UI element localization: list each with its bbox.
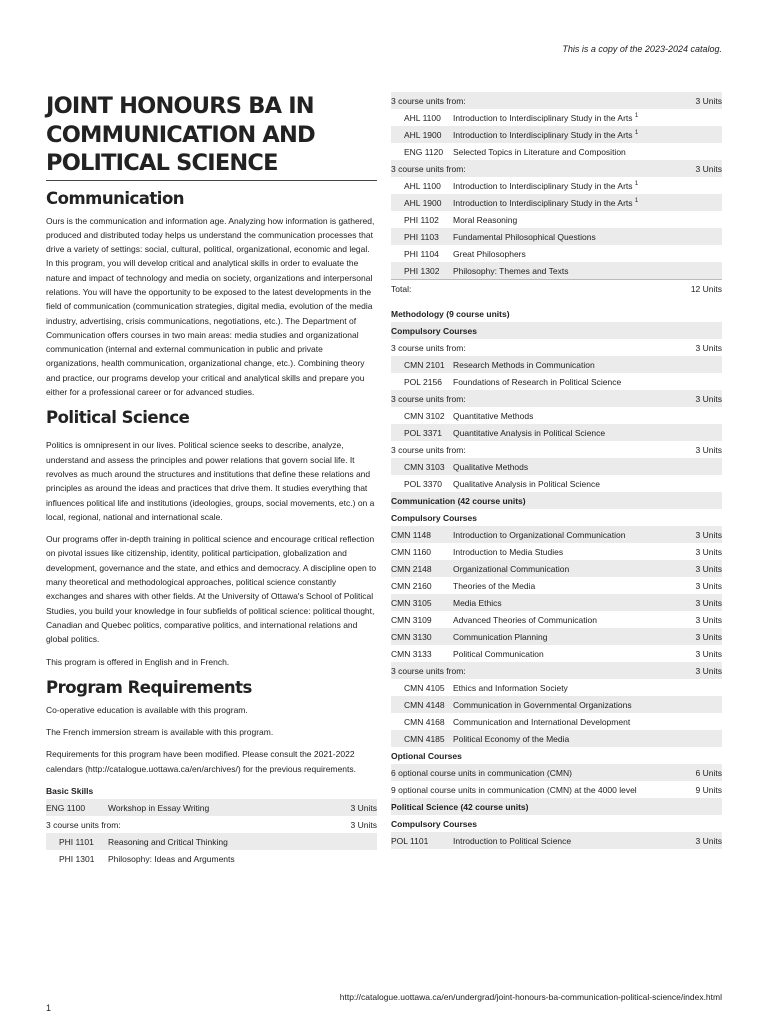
- course-code: CMN 3130: [391, 628, 453, 645]
- section-header: Optional Courses: [391, 750, 462, 761]
- units-cell: 6 Units: [662, 764, 722, 781]
- section-header: Basic Skills: [46, 785, 94, 796]
- section-header-row: [391, 322, 722, 339]
- units-cell: [662, 126, 722, 143]
- course-code: AHL 1900: [391, 194, 453, 211]
- group-label: 6 optional course units in communication (CMN): [391, 764, 662, 781]
- course-row: [391, 543, 722, 560]
- communication-heading: Communication: [46, 188, 185, 208]
- course-row: [391, 832, 722, 849]
- units-cell: 3 Units: [662, 832, 722, 849]
- units-cell: [662, 424, 722, 441]
- units-cell: 3 Units: [695, 648, 722, 659]
- section-header: Compulsory Courses: [391, 512, 477, 523]
- units-cell: 3 Units: [695, 342, 722, 353]
- course-code: CMN 4105: [404, 682, 445, 693]
- course-code: PHI 1101: [46, 833, 108, 850]
- course-code: POL 2156: [404, 376, 442, 387]
- course-row: [391, 211, 722, 228]
- course-row: [391, 679, 722, 696]
- course-title: Communication Planning: [453, 628, 662, 645]
- course-title: Organizational Communication: [453, 560, 662, 577]
- course-group-row: [391, 441, 722, 458]
- units-cell: 3 Units: [662, 662, 722, 679]
- course-title: Philosophy: Themes and Texts: [453, 262, 662, 280]
- page-number: 1: [46, 1003, 52, 1013]
- course-row: [391, 262, 722, 280]
- political-science-para-1: Politics is omnipresent in our lives. Political science seeks to describe, analyze, understand and assess the principles and power relations that govern social life. It revolves as much around the structures and institutions that define these relations and principles as around the ideas and practices that drive them. It studies everything that influences political life and institutions (ideologies, groups, social movements, etc.) on a local, regional, national and international scale.: [46, 440, 375, 522]
- course-title: Introduction to Interdisciplinary Study in the Arts $^1$: [453, 126, 662, 143]
- basic-skills-table: [46, 782, 377, 867]
- footnote-marker: 1: [634, 180, 639, 187]
- group-label: 3 course units from:: [391, 92, 662, 109]
- group-label: 3 course units from:: [391, 390, 662, 407]
- political-science-para-2: Our programs offer in-depth training in political science and encourage critical reflection on pivotal issues like citizenship, identity, political participation, globalization and development, governance and the state, and ethics and democracy. A discipline open to many theoretical and methodological approaches, political science constantly exchanges and shares with other fields. At the University of Ottawa's School of Political Studies, you build your knowledge in four subfields of political science: political thought, Canadian and Quebec politics, comparative politics, and international relations and global politics.: [46, 534, 377, 645]
- course-code: PHI 1302: [391, 262, 453, 280]
- course-title: Political Economy of the Media: [453, 730, 662, 747]
- course-code: AHL 1900: [391, 126, 453, 143]
- program-requirements-para-2: The French immersion stream is available with this program.: [46, 727, 274, 738]
- units-cell: [662, 245, 722, 262]
- units-cell: 9 Units: [695, 784, 722, 795]
- footnote-marker: 1: [634, 112, 639, 119]
- units-cell: 3 Units: [695, 580, 722, 591]
- section-header: Political Science (42 course units): [391, 798, 722, 815]
- course-title: Philosophy: Ideas and Arguments: [108, 853, 235, 864]
- units-cell: 3 Units: [662, 390, 722, 407]
- units-cell: 3 Units: [662, 594, 722, 611]
- course-code: CMN 1148: [391, 526, 453, 543]
- course-title: Theories of the Media: [453, 580, 536, 591]
- course-row: [391, 730, 722, 747]
- course-title: Political Communication: [453, 648, 544, 659]
- course-title: Communication and International Development: [453, 716, 631, 727]
- units-cell: 3 Units: [662, 628, 722, 645]
- course-code: PHI 1104: [404, 248, 439, 259]
- group-label: 3 course units from:: [46, 819, 121, 830]
- course-title: Introduction to Interdisciplinary Study in the Arts $^1$: [453, 180, 639, 191]
- units-cell: [662, 696, 722, 713]
- course-row: [46, 799, 377, 816]
- units-cell: [662, 475, 722, 492]
- total-label: Total:: [391, 280, 662, 298]
- course-title: Workshop in Essay Writing: [108, 799, 317, 816]
- course-row: [391, 475, 722, 492]
- catalog-note: This is a copy of the 2023-2024 catalog.: [562, 44, 722, 54]
- course-group-row: [391, 662, 722, 679]
- units-cell: [662, 407, 722, 424]
- course-group-row: [391, 92, 722, 109]
- course-code: PHI 1103: [391, 228, 453, 245]
- section-header: Compulsory Courses: [391, 322, 722, 339]
- units-cell: [662, 458, 722, 475]
- section-header-row: [391, 798, 722, 815]
- course-code: CMN 4148: [391, 696, 453, 713]
- course-row: [46, 850, 377, 867]
- course-row: [391, 177, 722, 194]
- total-units: 12 Units: [662, 280, 722, 298]
- course-code: CMN 2160: [391, 580, 432, 591]
- course-code: PHI 1301: [59, 853, 95, 864]
- course-row: [391, 526, 722, 543]
- units-cell: [662, 730, 722, 747]
- section-header-row: [46, 782, 377, 799]
- units-cell: 3 Units: [662, 560, 722, 577]
- course-code: CMN 4168: [404, 716, 445, 727]
- course-title: Qualitative Methods: [453, 458, 662, 475]
- course-code: POL 1101: [391, 832, 453, 849]
- course-row: [391, 245, 722, 262]
- course-title: Introduction to Media Studies: [453, 546, 564, 557]
- course-code: AHL 1100: [404, 112, 441, 123]
- course-row: [391, 594, 722, 611]
- page-title: JOINT HONOURS BA IN COMMUNICATION AND POLITICAL SCIENCE: [46, 93, 315, 176]
- course-code: POL 3370: [404, 478, 442, 489]
- course-row: [391, 713, 722, 730]
- course-code: AHL 1100: [404, 180, 441, 191]
- group-label: 3 course units from:: [391, 160, 662, 177]
- units-cell: [662, 679, 722, 696]
- units-cell: [662, 356, 722, 373]
- course-title: Introduction to Organizational Communication: [453, 526, 662, 543]
- units-cell: 3 Units: [317, 799, 377, 816]
- units-cell: [662, 109, 722, 126]
- course-title: Research Methods in Communication: [453, 356, 662, 373]
- course-title: Moral Reasoning: [453, 214, 518, 225]
- section-header-row: [391, 815, 722, 832]
- course-row: [391, 645, 722, 662]
- units-cell: [317, 833, 377, 850]
- group-label: 3 course units from:: [391, 444, 466, 455]
- course-title: Media Ethics: [453, 594, 662, 611]
- course-code: CMN 3133: [391, 648, 432, 659]
- requirements-table: [391, 92, 722, 849]
- course-title: Quantitative Analysis in Political Science: [453, 424, 662, 441]
- course-row: [391, 143, 722, 160]
- units-cell: 3 Units: [662, 160, 722, 177]
- units-cell: 3 Units: [662, 526, 722, 543]
- units-cell: [662, 228, 722, 245]
- footnote-marker: 1: [634, 129, 639, 136]
- course-row: [391, 458, 722, 475]
- program-requirements-para-1: Co-operative education is available with this program.: [46, 704, 248, 715]
- footer-url[interactable]: http://catalogue.uottawa.ca/en/undergrad/joint-honours-ba-communication-political-science/index.html: [339, 992, 722, 1002]
- units-cell: [662, 373, 722, 390]
- course-row: [391, 194, 722, 211]
- course-title: Fundamental Philosophical Questions: [453, 228, 662, 245]
- right-column: [391, 92, 722, 849]
- units-cell: [662, 143, 722, 160]
- course-title: Qualitative Analysis in Political Science: [453, 478, 600, 489]
- section-header: Methodology (9 course units): [391, 308, 510, 319]
- course-code: CMN 3109: [391, 614, 432, 625]
- course-group-row: [391, 390, 722, 407]
- group-label: 3 course units from:: [391, 342, 466, 353]
- units-cell: [662, 211, 722, 228]
- footnote-marker: 1: [634, 197, 639, 204]
- course-row: [391, 356, 722, 373]
- course-title: Introduction to Political Science: [453, 832, 662, 849]
- section-header-row: [391, 305, 722, 322]
- group-label: 9 optional course units in communication (CMN) at the 4000 level: [391, 784, 637, 795]
- course-title: Foundations of Research in Political Science: [453, 376, 622, 387]
- course-row: [46, 833, 377, 850]
- course-row: [391, 696, 722, 713]
- spacer-row: [391, 297, 722, 305]
- course-row: [391, 628, 722, 645]
- political-science-heading: Political Science: [46, 408, 190, 428]
- units-cell: [662, 194, 722, 211]
- course-title: Selected Topics in Literature and Composition: [453, 146, 626, 157]
- units-cell: 3 Units: [695, 614, 722, 625]
- course-row: [391, 424, 722, 441]
- course-title: Advanced Theories of Communication: [453, 614, 597, 625]
- course-title: Ethics and Information Society: [453, 682, 568, 693]
- course-title: Quantitative Methods: [453, 410, 534, 421]
- total-row: [391, 280, 722, 298]
- units-cell: [662, 713, 722, 730]
- course-row: [391, 560, 722, 577]
- course-row: [391, 373, 722, 390]
- program-requirements-heading: Program Requirements: [46, 677, 252, 697]
- course-group-row: [391, 764, 722, 781]
- course-code: CMN 1160: [391, 546, 431, 557]
- spacer-cell: [391, 297, 722, 305]
- section-header-row: [391, 509, 722, 526]
- course-group-row: [391, 339, 722, 356]
- political-science-para-3: This program is offered in English and in French.: [46, 656, 230, 667]
- course-row: [391, 577, 722, 594]
- course-row: [391, 109, 722, 126]
- group-label: 3 course units from:: [391, 662, 662, 679]
- units-cell: 3 Units: [695, 444, 722, 455]
- title-rule: [46, 180, 377, 181]
- course-title: Introduction to Interdisciplinary Study in the Arts $^1$: [453, 194, 662, 211]
- course-code: POL 3371: [391, 424, 453, 441]
- course-title: Great Philosophers: [453, 248, 526, 259]
- units-cell: [662, 177, 722, 194]
- units-cell: 3 Units: [662, 92, 722, 109]
- section-header: Communication (42 course units): [391, 492, 722, 509]
- units-cell: 3 Units: [350, 819, 377, 830]
- units-cell: [662, 262, 722, 280]
- program-requirements-para-3: Requirements for this program have been modified. Please consult the 2021-2022 calendars (http://catalogue.uottawa.ca/en/archives/) for the previous requirements.: [46, 749, 356, 774]
- units-cell: [317, 850, 377, 867]
- course-code: ENG 1120: [404, 146, 444, 157]
- section-header-row: [391, 492, 722, 509]
- communication-body: Ours is the communication and information age. Analyzing how information is gathered, produced and distributed today helps us understand the communication processes that drive a variety of settings: social, cultural, political, organizational, economic and legal. In this program, you will develop critical and analytical skills in order to evaluate the nature and impact of technology and media on society, organizations and interpersonal relations. You will have the opportunity to be exposed to the latest developments in the field of communication (communication strategies, digital media, evolution of the media industry, advertising, crisis communications, negotiations, etc.). The Department of Communication offers courses in two main areas: media studies and organizational communication (internal and external communication in public and private organizations, health communication, organizational change, etc.). Combining theory and practice, our programs develop your critical and analytical skills and prepare you either for a professional career or for advanced studies.: [46, 215, 375, 398]
- left-column: [46, 92, 377, 867]
- course-title: Communication in Governmental Organizations: [453, 696, 662, 713]
- course-row: [391, 611, 722, 628]
- course-group-row: [391, 781, 722, 798]
- section-header: Compulsory Courses: [391, 818, 477, 829]
- course-code: ENG 1100: [46, 799, 108, 816]
- course-row: [391, 407, 722, 424]
- units-cell: 3 Units: [695, 546, 722, 557]
- course-group-row: [46, 816, 377, 833]
- course-title: Reasoning and Critical Thinking: [108, 833, 317, 850]
- course-code: CMN 3105: [391, 594, 453, 611]
- course-code: PHI 1102: [404, 214, 439, 225]
- course-group-row: [391, 160, 722, 177]
- course-code: CMN 4185: [391, 730, 453, 747]
- course-code: CMN 2148: [391, 560, 453, 577]
- section-header-row: [391, 747, 722, 764]
- course-code: CMN 2101: [391, 356, 453, 373]
- course-row: [391, 228, 722, 245]
- course-row: [391, 126, 722, 143]
- course-code: CMN 3102: [404, 410, 445, 421]
- course-title: Introduction to Interdisciplinary Study in the Arts $^1$: [453, 112, 639, 123]
- course-code: CMN 3103: [391, 458, 453, 475]
